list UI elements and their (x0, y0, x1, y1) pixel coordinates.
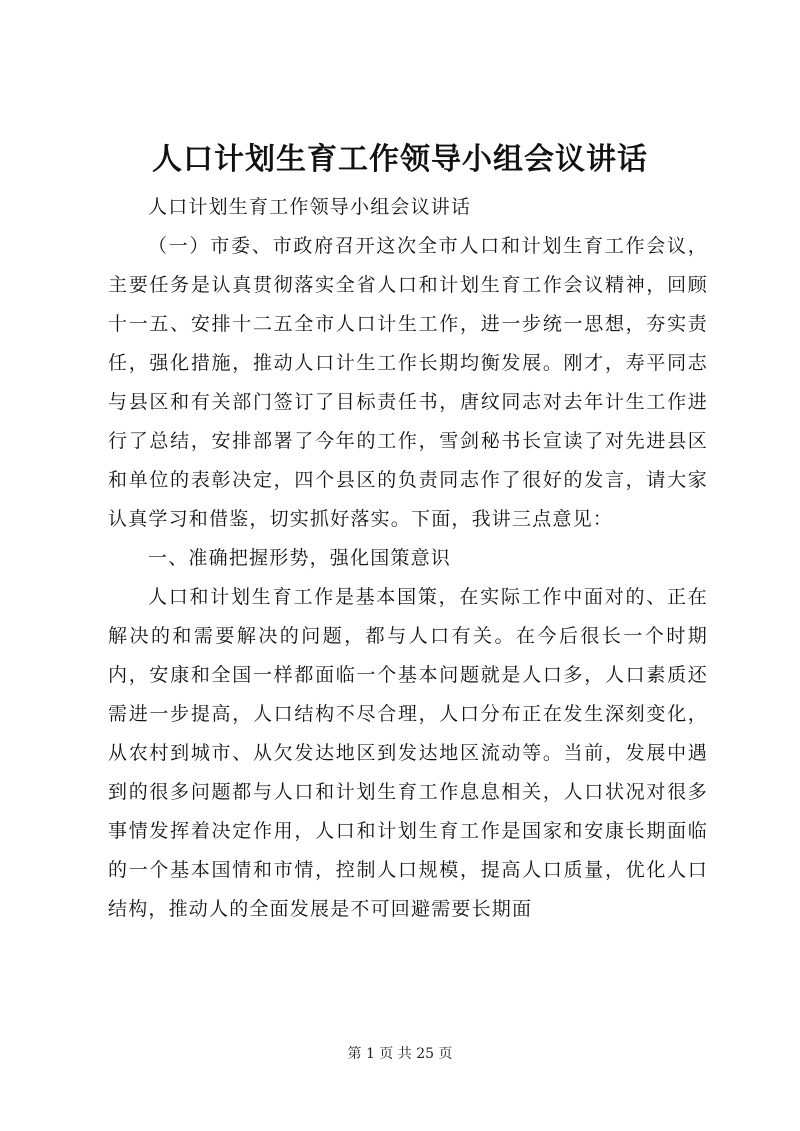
document-title: 人口计划生育工作领导小组会议讲话 (152, 142, 648, 177)
section-heading: 一、准确把握形势，强化国策意识 (148, 547, 452, 569)
body-paragraph: 人口和计划生育工作是基本国策，在实际工作中面对的、正在解决的和需要解决的问题，都与人口有关。在今后很长一个时期内，安康和全国一样都面临一个基本问题就是人口多，人口素质还需进一步提高，人口结构不尽合理，人口分布正在发生深刻变化，从农村到城市、从欠发达地区到发达地区流动等。当前，发展中遇到的很多问题都与人口和计划生育工作息息相关，人口状况对很多事情发挥着决定作用，人口和计划生育工作是国家和安康长期面临的一个基本国情和市情，控制人口规模，提高人口质量，优化人口结构，推动人的全面发展是不可回避需要长期面 (108, 586, 708, 920)
page-number: 第 1 页 共 25 页 (347, 1046, 453, 1062)
intro-paragraph: （一）市委、市政府召开这次全市人口和计划生育工作会议，主要任务是认真贯彻落实全省人口和计划生育工作会议精神，回顾十一五、安排十二五全市人口计生工作，进一步统一思想，夯实责任，强化措施，推动人口计生工作长期均衡发展。刚才，寿平同志与县区和有关部门签订了目标责任书，唐纹同志对去年计生工作进行了总结，安排部署了今年的工作，雪剑秘书长宣读了对先进县区和单位的表彰决定，四个县区的负责同志作了很好的发言，请大家认真学习和借鉴，切实抓好落实。下面，我讲三点意见： (108, 235, 708, 530)
document-body (108, 188, 708, 929)
subtitle-paragraph: 人口计划生育工作领导小组会议讲话 (148, 196, 472, 218)
